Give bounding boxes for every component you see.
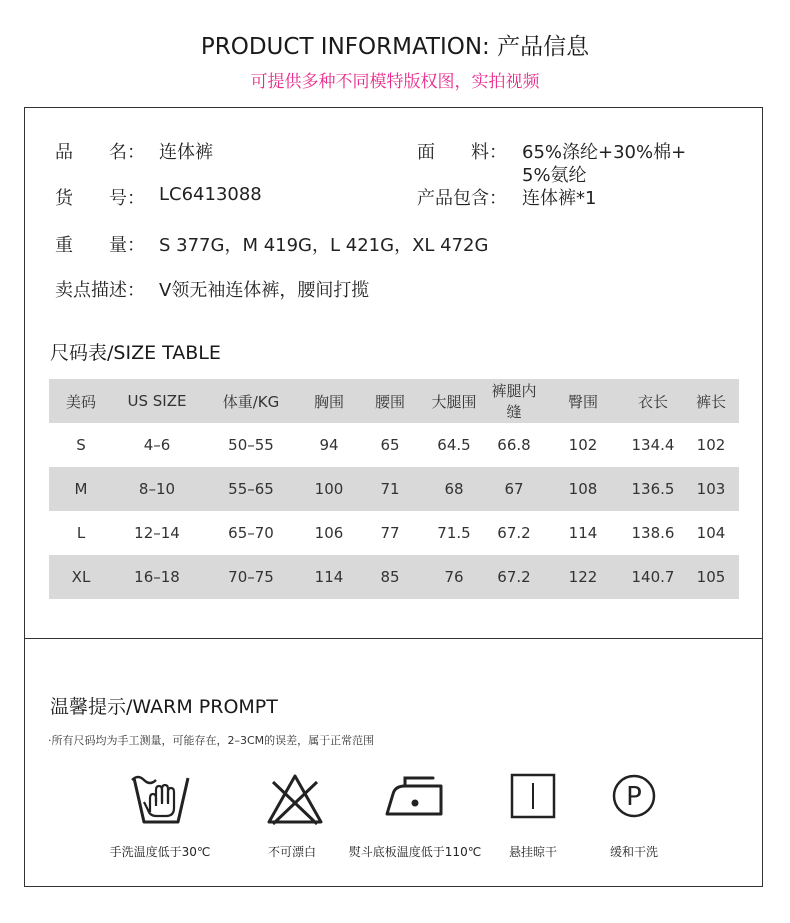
table-cell: 104 bbox=[696, 524, 726, 542]
table-cell: 114 bbox=[568, 524, 598, 542]
page-subtitle: 可提供多种不同模特版权图，实拍视频 bbox=[250, 72, 540, 92]
table-cell: 8–10 bbox=[113, 467, 201, 511]
care-label-dry-clean: 缓和干洗 bbox=[609, 845, 658, 859]
name-value: 连体裤 bbox=[159, 142, 213, 163]
name-label: 品 名： bbox=[55, 142, 145, 163]
weight-value: S 377G，M 419G，L 421G，XL 472G bbox=[159, 235, 489, 256]
warm-prompt-title: 温馨提示/WARM PROMPT bbox=[50, 696, 278, 718]
table-cell: 122 bbox=[543, 555, 623, 599]
table-cell: 85 bbox=[357, 555, 423, 599]
table-cell: XL bbox=[49, 555, 113, 599]
table-header-cell: 裤腿内缝 bbox=[485, 379, 543, 423]
measurement-note: ·所有尺码均为手工测量，可能存在，2–3CM的误差，属于正常范围 bbox=[48, 734, 375, 747]
fabric-value-line1: 65%涤纶+30%棉+ bbox=[522, 142, 687, 163]
table-cell: 106 bbox=[314, 524, 344, 542]
includes-value: 连体裤*1 bbox=[522, 188, 597, 209]
table-cell: 4–6 bbox=[143, 436, 171, 454]
table-cell: 16–18 bbox=[113, 555, 201, 599]
table-row bbox=[49, 511, 739, 555]
table-header-cell: 胸围 bbox=[301, 379, 357, 423]
table-cell: 67 bbox=[485, 467, 543, 511]
table-cell: 105 bbox=[683, 555, 739, 599]
care-label-iron: 熨斗底板温度低于110℃ bbox=[348, 845, 482, 859]
fabric-label: 面 料： bbox=[417, 142, 507, 163]
table-cell: 50–55 bbox=[228, 436, 274, 454]
table-cell: M bbox=[49, 467, 113, 511]
table-cell: 134.4 bbox=[631, 436, 675, 454]
size-table bbox=[49, 379, 739, 599]
table-header-cell: 臀围 bbox=[543, 379, 623, 423]
table-cell: 102 bbox=[696, 436, 726, 454]
table-header-cell: US SIZE bbox=[113, 379, 201, 423]
table-header-cell: 体重/KG bbox=[201, 379, 301, 423]
fabric-value-line2: 5%氨纶 bbox=[522, 165, 587, 186]
table-cell: 65–70 bbox=[228, 524, 274, 542]
table-header-row bbox=[49, 379, 739, 423]
table-cell: 71 bbox=[357, 467, 423, 511]
table-cell: 55–65 bbox=[201, 467, 301, 511]
iron-icon bbox=[355, 772, 475, 818]
table-header-cell: 大腿围 bbox=[423, 379, 485, 423]
desc-label: 卖点描述： bbox=[55, 280, 145, 301]
includes-label: 产品包含： bbox=[417, 188, 507, 209]
care-label-hang-dry: 悬挂晾干 bbox=[508, 845, 557, 859]
care-label-hand-wash: 手洗温度低于30℃ bbox=[109, 845, 211, 859]
dry-clean-p-symbol: P bbox=[626, 782, 642, 812]
table-cell: 114 bbox=[301, 555, 357, 599]
table-cell: 76 bbox=[423, 555, 485, 599]
table-row bbox=[49, 467, 739, 511]
table-cell: 140.7 bbox=[623, 555, 683, 599]
table-cell: 64.5 bbox=[437, 436, 471, 454]
table-cell: 77 bbox=[380, 524, 400, 542]
table-cell: 108 bbox=[543, 467, 623, 511]
table-cell: 102 bbox=[568, 436, 598, 454]
table-cell: 66.8 bbox=[497, 436, 531, 454]
weight-label: 重 量： bbox=[55, 235, 145, 256]
table-cell: 94 bbox=[319, 436, 339, 454]
table-cell: S bbox=[76, 436, 86, 454]
hand-wash-icon bbox=[101, 772, 221, 828]
item-value: LC6413088 bbox=[159, 184, 262, 205]
size-table-title: 尺码表/SIZE TABLE bbox=[50, 342, 221, 364]
page-title: PRODUCT INFORMATION: 产品信息 bbox=[200, 34, 590, 60]
table-cell: 65 bbox=[380, 436, 400, 454]
table-cell: 68 bbox=[423, 467, 485, 511]
table-cell: 136.5 bbox=[623, 467, 683, 511]
care-label-no-bleach: 不可漂白 bbox=[267, 845, 316, 859]
table-header-cell: 衣长 bbox=[623, 379, 683, 423]
no-bleach-icon bbox=[235, 772, 355, 826]
dry-clean-p-icon bbox=[574, 772, 694, 820]
table-cell: L bbox=[76, 524, 86, 542]
table-cell: 100 bbox=[301, 467, 357, 511]
table-cell: 12–14 bbox=[134, 524, 180, 542]
table-row bbox=[49, 555, 739, 599]
table-cell: 70–75 bbox=[201, 555, 301, 599]
table-row bbox=[49, 423, 739, 467]
item-label: 货 号： bbox=[55, 188, 145, 209]
table-cell: 138.6 bbox=[631, 524, 675, 542]
table-cell: 71.5 bbox=[437, 524, 471, 542]
table-cell: 103 bbox=[683, 467, 739, 511]
table-cell: 67.2 bbox=[497, 524, 531, 542]
desc-value: V领无袖连体裤，腰间打揽 bbox=[159, 280, 370, 301]
section-divider bbox=[24, 638, 763, 639]
table-header-cell: 裤长 bbox=[683, 379, 739, 423]
table-header-cell: 美码 bbox=[49, 379, 113, 423]
table-cell: 67.2 bbox=[485, 555, 543, 599]
table-header-cell: 腰围 bbox=[357, 379, 423, 423]
